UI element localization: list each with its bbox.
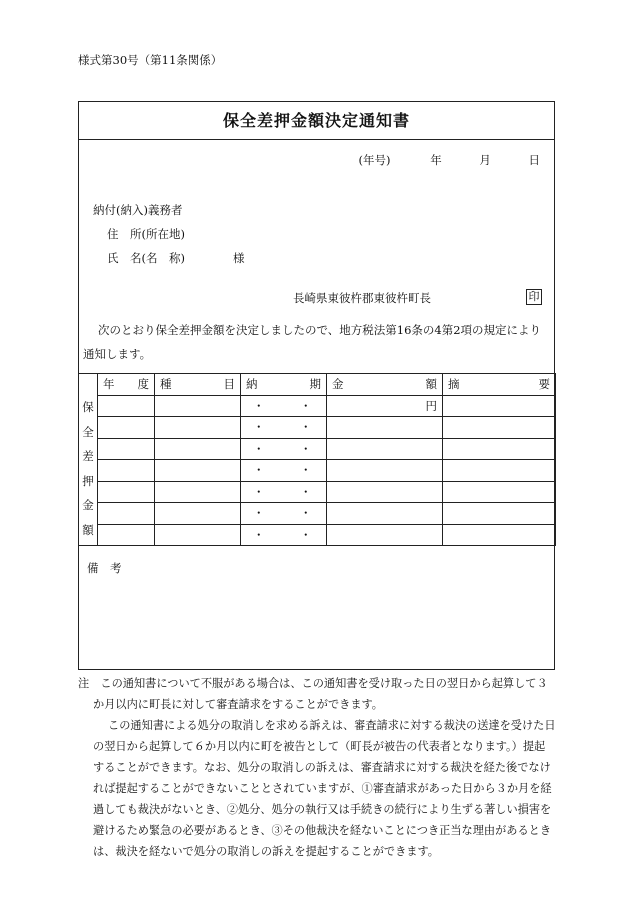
date-line: [359, 152, 540, 168]
summary-cell[interactable]: [443, 417, 556, 439]
item-cell[interactable]: [155, 503, 241, 525]
amount-cell[interactable]: [327, 438, 443, 460]
table-row: [79, 460, 556, 482]
obligor-heading: 納付(納入)義務者: [93, 203, 183, 217]
side-label-char: 金: [82, 498, 94, 512]
year-cell[interactable]: [98, 460, 155, 482]
year-cell[interactable]: [98, 481, 155, 503]
date-month-label: 月: [479, 153, 491, 167]
side-label-char: 全: [82, 424, 94, 439]
side-label-char: 押: [82, 473, 94, 488]
name-label: 氏 名(名 称): [107, 251, 185, 265]
due-cell[interactable]: ・ ・: [241, 438, 327, 460]
summary-cell[interactable]: [443, 395, 556, 417]
table-header-row: [79, 374, 556, 396]
header-summary: 摘 要: [443, 374, 556, 396]
table-row: [79, 503, 556, 525]
item-cell[interactable]: [155, 395, 241, 417]
table-row: [79, 481, 556, 503]
table-row: [79, 438, 556, 460]
header-year: 年 度: [98, 374, 155, 396]
table-row: [79, 417, 556, 439]
due-cell[interactable]: ・ ・: [241, 481, 327, 503]
item-cell[interactable]: [155, 438, 241, 460]
seal-mark: 印: [526, 289, 542, 305]
issuer-name: 長崎県東彼杵郡東彼杵町長: [293, 291, 431, 305]
due-cell[interactable]: ・ ・: [241, 460, 327, 482]
table-row: [79, 524, 556, 546]
date-era: (年号): [358, 153, 391, 167]
amount-cell[interactable]: [327, 417, 443, 439]
summary-cell[interactable]: [443, 438, 556, 460]
item-cell[interactable]: [155, 417, 241, 439]
side-label-char: 差: [82, 449, 94, 463]
year-cell[interactable]: [98, 524, 155, 546]
table-row: [79, 395, 556, 417]
notice-body: 次のとおり保全差押金額を決定しましたので、地方税法第16条の4第2項の規定により通知します。: [83, 323, 542, 361]
note-lawsuit: この通知書による処分の取消しを求める訴えは、審査請求に対する裁決の送達を受けた日の翌日から起算して６か月以内に町を被告として（町長が被告の代表者となります。）提起することができます。なお、処分の取消しの訴えは、審査請求に対する裁決を経た後でなければ提起することができないこととされていますが、①審査請求があった日から３か月を経過しても裁決がないとき、②処分、処分の執行又は手続きの続行により生ずる著しい損害を避けるため緊急の必要があるとき、③その他裁決を経ないことにつき正当な理由があるときは、裁決を経ないで処分の取消しの訴えを提起することができます。: [93, 719, 556, 858]
amount-cell[interactable]: 円: [327, 395, 443, 417]
remarks-label: 備 考: [87, 561, 122, 575]
date-day-label: 日: [528, 153, 540, 167]
due-cell[interactable]: ・ ・: [241, 524, 327, 546]
amount-cell[interactable]: [327, 524, 443, 546]
amount-cell[interactable]: [327, 481, 443, 503]
side-label-char: 額: [82, 522, 94, 537]
note-appeal: 注 この通知書について不服がある場合は、この通知書を受け取った日の翌日から起算して３か月以内に町長に対して審査請求をすることができます。: [78, 677, 548, 711]
header-due: 納 期: [241, 374, 327, 396]
year-cell[interactable]: [98, 395, 155, 417]
side-label-char: 保: [82, 400, 94, 414]
item-cell[interactable]: [155, 524, 241, 546]
amount-cell[interactable]: [327, 503, 443, 525]
notes-section: [78, 673, 556, 862]
obligor-block: [93, 198, 244, 270]
summary-cell[interactable]: [443, 481, 556, 503]
item-cell[interactable]: [155, 460, 241, 482]
summary-cell[interactable]: [443, 503, 556, 525]
address-label: 住 所(所在地): [107, 227, 185, 241]
item-cell[interactable]: [155, 481, 241, 503]
document-title: 保全差押金額決定通知書: [79, 102, 554, 140]
due-cell[interactable]: ・ ・: [241, 503, 327, 525]
year-cell[interactable]: [98, 503, 155, 525]
name-row: [93, 246, 244, 270]
due-cell[interactable]: ・ ・: [241, 417, 327, 439]
notice-frame: [78, 101, 555, 670]
year-cell[interactable]: [98, 438, 155, 460]
header-amount: 金 額: [327, 374, 443, 396]
header-item: 種 目: [155, 374, 241, 396]
side-label-cell: [79, 374, 98, 546]
summary-cell[interactable]: [443, 460, 556, 482]
year-cell[interactable]: [98, 417, 155, 439]
summary-cell[interactable]: [443, 524, 556, 546]
date-year-label: 年: [430, 153, 442, 167]
amount-cell[interactable]: [327, 460, 443, 482]
amount-table: [78, 373, 556, 546]
form-number: 様式第30号（第11条関係）: [78, 53, 223, 67]
due-cell[interactable]: ・ ・: [241, 395, 327, 417]
honorific: 様: [232, 251, 245, 265]
